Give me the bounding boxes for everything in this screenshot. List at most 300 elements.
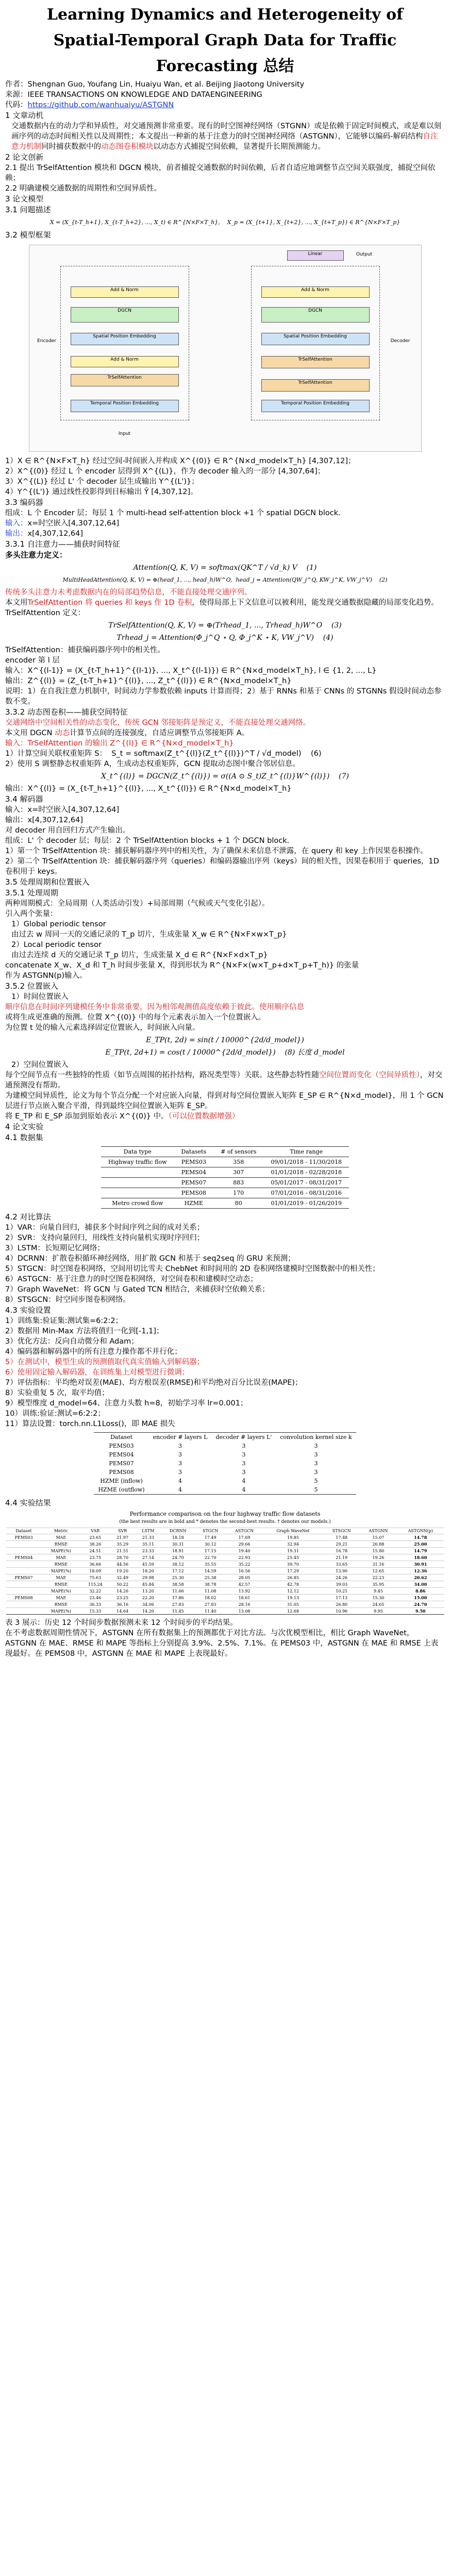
table-col-header: SVR (110, 1528, 135, 1534)
table-cell: 29.21 (324, 1541, 360, 1548)
table-cell: 17.86 (161, 1595, 195, 1601)
table-cell: 5 (314, 1486, 318, 1493)
table-cell: 23.25 (110, 1595, 135, 1601)
table-cell: 16.56 (226, 1568, 263, 1574)
list-item: 2）数据用 Min-Max 方法将值归一化到[-1,1]； (5, 1327, 164, 1335)
hyperparam-line-2: 10）训练:验证:测试=6:2:2； (5, 1410, 105, 1418)
table-cell: 170 (213, 1188, 263, 1198)
hyperparam-line-1: 9）模型维度 d_model=64、注意力头数 h=8，初始学习率 lr=0.001； (5, 1399, 248, 1408)
attention-formula: Attention(Q, K, V) = softmax(QK^T / √d_k) V (1) (133, 564, 317, 572)
dec-trselfattention-2: TrSelfAttention (261, 356, 370, 368)
decoder-output: 输出：x[4,307,12,64] (5, 816, 84, 824)
table-cell: 33.65 (324, 1561, 360, 1568)
table-cell: 8.86 (397, 1588, 444, 1595)
enc-add-norm-2: Add & Norm (71, 286, 179, 298)
table-cell: 307 (213, 1167, 263, 1178)
trselfattention-formula-4: Trhead_j = Attention(Φ_j^Q ⋆ Q, Φ_j^K ⋆ K, VW_j^V) (4) (116, 634, 334, 642)
table-cell: 24.70 (397, 1601, 444, 1608)
table-cell: 21.19 (324, 1554, 360, 1561)
section-4-heading: 4 论文实验 (5, 1122, 44, 1131)
table-cell: 3 (314, 1469, 318, 1476)
table-row (6, 1541, 444, 1548)
temporal-pe-body-2: 为位置 t 处的输入元素选择固定位置嵌入，时间嵌入向量。 (5, 1024, 200, 1032)
performance-table-header (6, 1528, 444, 1534)
table-cell: 12.36 (397, 1568, 444, 1574)
table-cell: 3 (178, 1443, 182, 1449)
table-cell: RMSE (42, 1601, 81, 1608)
table-cell: 115.24 (80, 1581, 110, 1588)
list-item: 1）训练集:验证集:测试集=6:2:2； (5, 1317, 123, 1325)
global-periodic-heading: 1）Global periodic tensor (11, 920, 106, 928)
table-row (94, 1477, 356, 1485)
table-cell: 30.91 (397, 1561, 444, 1568)
table-cell: 23.46 (80, 1595, 110, 1601)
table-cell: 11.40 (195, 1608, 226, 1615)
table-col-header: DCRNN (161, 1528, 195, 1534)
table-cell: PEMS04 (174, 1167, 214, 1178)
spatial-pe-text-1: 每个空间节点有一些独特的性质（如节点周围的拓扑结构，路况类型等）关联。这些静态特性随 (5, 1071, 319, 1079)
table-cell: MAE (42, 1574, 81, 1581)
table-cell: 27.83 (195, 1601, 226, 1608)
table-col-header: LSTM (135, 1528, 161, 1534)
trselfattention-intro (5, 598, 445, 608)
table-cell: RMSE (42, 1561, 81, 1568)
hyperparam-col-header: decoder # layers L' (215, 1434, 272, 1440)
table-cell: 29.66 (226, 1541, 263, 1548)
pipeline-step-4: 4）Y^{(L')} 通过线性投影得到目标输出 Ŷ [4,307,12]。 (5, 488, 198, 496)
table-cell: 36.66 (80, 1561, 110, 1568)
table-cell: 23.75 (80, 1554, 110, 1561)
code-label: 代码： (5, 101, 28, 109)
list-item: 4）DCRNN：扩散卷积循环神经网络，用扩散 GCN 和基于 seq2seq 的 GRU 来预测； (5, 1255, 295, 1263)
attention-limitation-note: 传统多头注意力未考虑数据内在的局部趋势信息，不能直接处理交通序列。 (5, 588, 252, 597)
list-item: 5）在测试中，模型生成的预测值取代真实值输入到解码器； (5, 1358, 205, 1366)
table-cell: 30.31 (161, 1541, 195, 1548)
table-cell: 27.14 (135, 1554, 161, 1561)
dataset-col-header: # of sensors (213, 1147, 263, 1157)
table-cell: 34.06 (135, 1601, 161, 1608)
table-cell: HZME (inflow) (100, 1478, 143, 1484)
table-cell (6, 1561, 42, 1568)
table-cell: PEMS07 (174, 1178, 214, 1188)
list-item: 7）评估指标：平均绝对误差(MAE)、均方根误差(RMSE)和平均绝对百分比误差(MAPE)； (5, 1379, 303, 1387)
pipeline-step-1: 1）X ∈ R^{N×F×T_h} 经过空间-时间嵌入并构成 X^{(0)} ∈ R^{N×d_model×T_h} [4,307,12]； (5, 457, 356, 465)
table-cell: 21.97 (110, 1534, 135, 1541)
table-cell: 17.15 (195, 1548, 226, 1554)
motivation-text-3: 同时捕获数据中的 (41, 143, 101, 151)
list-item: 8）STSGCN：时空同步图卷积网络。 (5, 1296, 130, 1304)
dec-trselfattention-1: TrSelfAttention (261, 379, 370, 392)
table-row (101, 1157, 349, 1167)
table-cell: 14.64 (110, 1608, 135, 1615)
enc-trselfattention: TrSelfAttention (71, 374, 179, 386)
dataset-table-header (101, 1147, 349, 1157)
section-4-1-heading: 4.1 数据集 (5, 1133, 43, 1142)
table-cell: 3 (314, 1460, 318, 1467)
table-cell: 883 (213, 1178, 263, 1188)
table-cell: 11.08 (195, 1588, 226, 1595)
decoder-desc-3: 1）第一个 TrSelfAttention 块：捕获解码器序列中的相关性，为了确保未来信息不泄露，在 query 和 key 上作因果卷积操作。 (5, 847, 428, 855)
table-col-header: VAR (80, 1528, 110, 1534)
table-cell: PEMS07 (109, 1460, 134, 1467)
encoder-layer-label: encoder 第 l 层 (5, 656, 60, 665)
table-cell: 35.95 (360, 1581, 397, 1588)
table-cell: PEMS08 (6, 1595, 42, 1601)
hyperparam-table (94, 1432, 356, 1495)
dataset-col-header: Time range (263, 1147, 349, 1157)
section-3-3-1-heading: 3.3.1 自注意力——捕获时间特征 (5, 539, 120, 549)
enc-add-norm-1: Add & Norm (71, 356, 179, 367)
section-4-3-heading: 4.3 实验设置 (5, 1306, 51, 1315)
model-architecture-figure (29, 245, 422, 452)
table-cell: 3 (314, 1443, 318, 1449)
trselfattention-note: TrSelfAttention：捕获编码器序列中的相关性。 (5, 646, 165, 654)
output-label: Output (356, 252, 373, 257)
table-cell: 10.96 (324, 1608, 360, 1615)
hyperparam-table-header (94, 1433, 356, 1442)
table-row (6, 1554, 444, 1561)
table-cell (101, 1178, 174, 1188)
venue-line: 来源：IEEE TRANSACTIONS ON KNOWLEDGE AND DATAENGINEERING (5, 91, 262, 99)
table-cell: 50.22 (110, 1581, 135, 1588)
table-cell: HZME (outflow) (98, 1486, 145, 1493)
dec-add-norm: Add & Norm (261, 286, 370, 298)
table-cell: 17.48 (324, 1534, 360, 1541)
table-cell (6, 1548, 42, 1554)
table-cell: 09/01/2018 - 11/30/2018 (263, 1157, 349, 1167)
table-row (6, 1568, 444, 1574)
table-cell: 32.22 (80, 1588, 110, 1595)
table-cell: 01/01/2018 - 02/28/2018 (263, 1167, 349, 1178)
dgcn-intro-text-2: 计算节点间的连接强度，自适应调整节点邻接矩阵 A。 (70, 729, 249, 737)
dgcn-formula: X_t^{(l)} = DGCN(Z_t^{(l)}) = σ((A ⊙ S_t)Z_t^{(l)}W^{(l)}) (7) (101, 772, 349, 781)
table-row (6, 1574, 444, 1581)
table-cell: 80 (213, 1198, 263, 1209)
decoder-desc-4: 2）第二个 TrSelfAttention 块：捕获解码器序列（queries）和编码器输出序列（keys）间的相关性，因果卷积用于 queries，1D 卷积用于 keys。 (5, 857, 442, 876)
temporal-pe-body: 或将生成更准确的预测。位置 X^{(0)} 中的每个元素表示加入一个位置嵌入。 (5, 1013, 266, 1022)
enc-dgcn: DGCN (71, 307, 179, 323)
input-label: Input (118, 431, 131, 436)
table-cell: 9.95 (360, 1608, 397, 1615)
table-cell: 12.65 (360, 1568, 397, 1574)
motivation-text-4: 以动态方式捕捉空间依赖，显著提升长期预测能力。 (153, 143, 325, 151)
table-cell: 25.30 (161, 1574, 195, 1581)
table-cell: 14.79 (397, 1548, 444, 1554)
section-1-heading: 1 文章动机 (5, 111, 44, 120)
table-cell: 358 (213, 1157, 263, 1167)
table-cell (101, 1188, 174, 1198)
table-row (6, 1534, 444, 1541)
hyperparam-col-header: convolution kernel size k (280, 1434, 352, 1440)
encoder-layer-input: 输入：X^{(l-1)} = (X_{t-T_h+1}^{(l-1)}, ..., X_t^{(l-1)}) ∈ R^{N×d_model×T_h}, l ∈ {1, 2, ..., L} (5, 667, 377, 675)
dgcn-step-1: 1）计算空间关联权重矩阵 S： S_t = softmax(Z_t^{(l)}(Z_t^{(l)})^T / √d_model) (6) (5, 750, 322, 758)
table-cell: 13.90 (324, 1568, 360, 1574)
table-cell (6, 1601, 42, 1608)
table-row (94, 1442, 356, 1450)
trselfattention-def: TrSelfAttention 定义： (5, 609, 85, 617)
authors-line: 作者：Shengnan Guo, Youfang Lin, Huaiyu Wan, et al. Beijing Jiaotong University (5, 80, 305, 89)
table-cell: 12.12 (262, 1588, 323, 1595)
encoder-output-line (5, 529, 445, 539)
table-cell: 25.38 (195, 1574, 226, 1581)
multihead-formula: MultiHeadAttention(Q, K, V) = ⊕(head_1, ..., head_h)W^O, head_j = Attention(QW_j^Q, KW_j^K, VW_j^V) (2) (62, 577, 388, 583)
table-cell: 38.12 (161, 1561, 195, 1568)
table-cell: 45.84 (135, 1581, 161, 1588)
highlight-self-attention: 自注意力机制 (11, 132, 438, 151)
table-row (6, 1561, 444, 1568)
list-item: 3）优化方法：反向自动微分和 Adam； (5, 1337, 139, 1346)
dec-dgcn: DGCN (261, 307, 370, 323)
table-cell: 18.60 (397, 1554, 444, 1561)
table-cell: 22.70 (195, 1554, 226, 1561)
spatial-pe-highlight: 空间位置而变化（空间异质性） (319, 1071, 420, 1079)
table-cell: 3 (314, 1451, 318, 1458)
list-item: 6）ASTGCN：基于注意力的时空图卷积网络，对空间卷积和建模时空动态； (5, 1275, 258, 1283)
table-cell: 38.78 (195, 1581, 226, 1588)
table-col-header: ASTGNN (360, 1528, 397, 1534)
table-cell: 75.63 (80, 1574, 110, 1581)
temporal-pe-red: 顺序信息在时间序列建模任务中非常重要，因为相邻观测值高度依赖于彼此。使用顺序信息 (5, 1003, 304, 1011)
concat-desc: concatenate X_w、X_d 和 T_h 时间步张量 X，得到形状为 R^{N×F×(w×T_p+d×T_p+T_h)} 的张量 (5, 961, 359, 970)
spatial-pe-body-3: 为建模空间异质性，论文为每个节点分配一个对应嵌入向量，得到对每空间位置嵌入矩阵 E_SP ∈ R^{N×d_model}，用 1 个 GCN 层进行节点嵌入聚合平滑，得到最终空间位置嵌入矩阵 E_SP。 (5, 1092, 446, 1110)
table-cell: 15.00 (397, 1595, 444, 1601)
section-3-1-heading: 3.1 问题描述 (5, 205, 51, 214)
table-cell: 5 (314, 1478, 318, 1484)
table-cell: 19.85 (262, 1534, 323, 1541)
global-periodic-desc: 由过去 w 周同一天的交通记录的 T_p 切片，生成张量 X_w ∈ R^{N×F×w×T_p} (11, 930, 287, 939)
encoder-label: Encoder (37, 338, 56, 344)
table-cell: 21.51 (110, 1548, 135, 1554)
table-cell: MAPE(%) (42, 1608, 81, 1615)
code-line (5, 100, 445, 110)
table-cell: 26.88 (360, 1541, 397, 1548)
table-cell: 28.70 (110, 1554, 135, 1561)
table-row (94, 1450, 356, 1459)
table-col-header: STGCN (195, 1528, 226, 1534)
table-cell: 22.93 (226, 1554, 263, 1561)
table-cell: PEMS07 (6, 1574, 42, 1581)
dec-temporal-pe: Temporal Position Embedding (261, 400, 370, 412)
table-cell: 25.00 (397, 1541, 444, 1548)
table-cell: 24.26 (324, 1574, 360, 1581)
spatial-pe-highlight-2: （可以位置数据增强） (168, 1112, 240, 1121)
periodicity-body: 两种周期模式：全局周期（人类活动引发）+局部周期（气候或天气变化引起）。 (5, 900, 270, 908)
table-cell: 18.91 (161, 1548, 195, 1554)
table-cell: 3 (242, 1451, 246, 1458)
local-periodic-heading: 2）Local periodic tensor (11, 941, 102, 949)
table-cell: 17.29 (262, 1568, 323, 1574)
table-cell: MAE (42, 1595, 81, 1601)
table-cell: 17.13 (324, 1595, 360, 1601)
table-cell: 16.78 (324, 1548, 360, 1554)
table-cell (6, 1588, 42, 1595)
section-3-5-heading: 3.5 处理周期和位置嵌入 (5, 877, 90, 887)
table-cell: 9.50 (397, 1608, 444, 1615)
table-cell: 17.69 (226, 1534, 263, 1541)
table-cell: 22.23 (360, 1574, 397, 1581)
hyperparam-line-3: 11）算法设置：torch.nn.L1Loss()，即 MAE 损失 (5, 1420, 175, 1428)
table-cell: 3 (242, 1460, 246, 1467)
table-cell: 18.18 (161, 1534, 195, 1541)
table-cell: PEMS03 (174, 1157, 214, 1167)
list-item: 6）使用固定输入解码器，在训练集上对模型进行微调； (5, 1368, 190, 1377)
hyperparam-col-header: encoder # layers L (153, 1434, 208, 1440)
table-cell: 19.40 (226, 1548, 263, 1554)
tr-intro-text-2: ，使得局部上下文信息可以被利用，能发现交通数据隐藏的局部变化趋势。 (192, 599, 439, 607)
table-cell: 07/01/2016 - 08/31/2016 (263, 1188, 349, 1198)
table-cell: PEMS03 (109, 1443, 134, 1449)
table-cell: 42.78 (262, 1581, 323, 1588)
motivation-text-2: 本文提出一种新的基于注意力的时空图神经网络（ASTGNN），它能够以编码-解码结构 (138, 132, 423, 141)
table-cell: 18.02 (195, 1595, 226, 1601)
table-cell: 41.59 (135, 1561, 161, 1568)
table-cell: 13.08 (226, 1608, 263, 1615)
table-cell: 05/01/2017 - 08/31/2017 (263, 1178, 349, 1188)
table-cell: 11.45 (161, 1608, 195, 1615)
motivation-text-1: 交通数据内在的动力学和异质性，对交通预测非常重要。现有的时空图神经网络（STGNN）或是依赖于固定时间模式，或是难以刻画序列的动态时间相关性以及周期性； (11, 122, 441, 141)
concat-desc-2: 作为 ASTGNN(p)输入。 (5, 972, 87, 980)
table-col-header: Metric (42, 1528, 81, 1534)
table-cell: 36.16 (110, 1601, 135, 1608)
results-paragraph-2: 在不考虑数据周期性情况下，ASTGNN 在所有数据集上的预测都优于对比方法。与次优模型相比，相比 Graph WaveNet，ASTGNN 在 MAE、RMSE 和 MAPE 等指标上分别提高 3.9%、2.5%、7.1%。在 PEMS03 中，ASTGNN 在 MAE 和 RMSE 上表现最好。在 PEMS08 中，ASTGNN 在 MAE 和 MAPE 上表现最好。 (5, 1629, 439, 1658)
table-cell: 24.70 (161, 1554, 195, 1561)
list-item: 3）LSTM：长短期记忆网络； (5, 1244, 105, 1252)
table-cell: 32.49 (110, 1574, 135, 1581)
table-cell: 3 (242, 1443, 246, 1449)
table-cell: 20.62 (397, 1574, 444, 1581)
dgcn-output: 输出：X^{(l)} = (X_{t-T_h+1}^{(l)}, ..., X_t^{(l)}) ∈ R^{N×d_model×T_h} (5, 785, 292, 793)
table-row (94, 1459, 356, 1468)
table-cell: 34.00 (397, 1581, 444, 1588)
table-cell: 14.26 (110, 1588, 135, 1595)
table-cell: 19.13 (262, 1595, 323, 1601)
dgcn-intro (5, 728, 445, 738)
dgcn-input: 输入：TrSelfAttention 的输出 Z^{(l)} ∈ R^{N×d_model×T_h} (5, 739, 234, 748)
table-cell: PEMS03 (6, 1534, 42, 1541)
table-cell: 15.07 (360, 1534, 397, 1541)
settings-list (5, 1316, 445, 1398)
table-cell: 9.45 (360, 1588, 397, 1595)
section-4-2-heading: 4.2 对比算法 (5, 1212, 51, 1222)
section-2-heading: 2 论文创新 (5, 152, 44, 162)
table-cell: 4 (178, 1486, 182, 1493)
motivation-paragraph (5, 121, 445, 152)
table-col-header: ASTGCN (226, 1528, 263, 1534)
table-cell: MAPE(%) (42, 1588, 81, 1595)
section-3-4-heading: 3.4 解码器 (5, 794, 43, 804)
table-cell: 4 (242, 1486, 246, 1493)
page-title: Learning Dynamics and Heterogeneity of Spatial-Temporal Graph Data for Traffic Forecasting 总结 (46, 6, 404, 75)
table-cell: 15.33 (80, 1608, 110, 1615)
dgcn-intro-text-1: 本文用 DGCN (5, 729, 55, 737)
dataset-col-header: Datasets (174, 1147, 214, 1157)
table-row (6, 1581, 444, 1588)
encoder-output-label: 输出： (5, 530, 28, 538)
highlight-dgcn: 动态图卷积模块 (101, 143, 154, 151)
table-cell: 23.65 (80, 1534, 110, 1541)
baselines-list (5, 1223, 445, 1305)
table-cell: 11.66 (161, 1588, 195, 1595)
encoder-layer-explanation: 说明：1）在自我注意力机制中，时间动力学参数依赖 inputs 计算而得；2）基于 RNNs 和基于 CNNs 的 STGNNs 假设时间动态参数不变。 (5, 687, 442, 706)
table-cell: 29.98 (135, 1574, 161, 1581)
list-item: 5）STGCN：时空图卷积网络，空间用切比雪夫 ChebNet 和时间用的 2D 卷积网络建模时空图数据中的相关性； (5, 1265, 380, 1273)
section-3-3-2-heading: 3.3.2 动态图卷积——捕获空间特征 (5, 707, 128, 717)
encoder-output-value: x[4,307,12,64] (27, 530, 84, 538)
table-cell: PEMS08 (109, 1469, 134, 1476)
table-cell: 14.59 (195, 1568, 226, 1574)
section-3-5-1-heading: 3.5.1 处理周期 (5, 888, 58, 897)
table-cell: RMSE (42, 1581, 81, 1588)
table-row (6, 1548, 444, 1554)
innovation-2: 2.2 明确建模交通数据的周期性和空间异质性。 (5, 184, 162, 193)
spatial-pe-heading: 2）空间位置嵌入 (11, 1061, 69, 1069)
enc-spatial-pe: Spatial Position Embedding (71, 333, 179, 345)
periodicity-intro: 引入两个张量： (5, 910, 58, 918)
table-cell: 23.33 (135, 1548, 161, 1554)
tr-intro-text-1: 本文用 (5, 599, 28, 607)
list-item: 7）Graph WaveNet：将 GCN 与 Gated TCN 相结合，来捕获时空依赖关系； (5, 1285, 270, 1294)
table-cell: PEMS04 (6, 1554, 42, 1561)
code-link[interactable]: https://github.com/wanhuaiyu/ASTGNN (27, 101, 174, 109)
table-cell: 39.03 (324, 1581, 360, 1588)
table-row (6, 1608, 444, 1615)
table-cell: 18.61 (226, 1595, 263, 1601)
table-cell: RMSE (42, 1541, 81, 1548)
table-cell: 32.94 (262, 1541, 323, 1548)
table-cell: 15.80 (360, 1548, 397, 1554)
section-3-3-heading: 3.3 编码器 (5, 498, 43, 507)
dataset-table (101, 1146, 349, 1209)
temporal-pe-heading: 1）时间位置嵌入 (11, 993, 69, 1001)
dgcn-step-2: 2）使用 S 调整静态权重矩阵 A，生成动态权重矩阵，GCN 提取动态图中聚合邻居信息。 (5, 760, 300, 768)
table-cell: 18.09 (80, 1568, 110, 1574)
table-cell: Metro crowd flow (101, 1198, 174, 1209)
table-cell: 44.56 (110, 1561, 135, 1568)
table-cell: 31.16 (360, 1561, 397, 1568)
encoder-layer-output: 输出：Z^{(l)} = (Z_{t-T_h+1}^{(l)}, ..., Z_t^{(l)}) ∈ R^{N×d_model×T_h} (5, 677, 292, 685)
dataset-col-header: Data type (101, 1147, 174, 1157)
section-3-5-2-heading: 3.5.2 位置嵌入 (5, 981, 58, 991)
pipeline-step-3: 3）X^{(L)} 经过 L' 个 decoder 层生成输出 Y^{(L')}； (5, 478, 199, 486)
table-cell: PEMS04 (109, 1451, 134, 1458)
table-row (6, 1595, 444, 1601)
table-cell: 12.68 (262, 1608, 323, 1615)
pe-cos-formula: E_TP(t, 2d+1) = cos(t / 10000^{2d/d_model}) (8) 长度 d_model (105, 1048, 345, 1057)
table-cell: 28.05 (226, 1574, 263, 1581)
table-cell: 35.22 (226, 1561, 263, 1568)
table-cell: 25.45 (262, 1554, 323, 1561)
dgcn-intro-highlight: 动态 (55, 729, 70, 737)
local-periodic-desc: 由过去连续 d 天的交通记录 T_p 切片，生成张量 X_d ∈ R^{N×F×d×T_p} (11, 951, 268, 959)
section-3-heading: 3 论文模型 (5, 194, 44, 204)
problem-formula: X = (X_{t-T_h+1}, X_{t-T_h+2}, ..., X_t) ∈ R^{N×F×T_h}, X_p = (X_{t+1}, X_{t+2}, ..., X_{t+T_p}) ∈ R^{N×F×T_p} (49, 219, 401, 226)
table-cell (101, 1167, 174, 1178)
table-cell: 26.85 (262, 1574, 323, 1581)
table-row (101, 1178, 349, 1188)
table-cell: 3 (178, 1469, 182, 1476)
table-cell (6, 1541, 42, 1548)
table-col-header: ASTGNN(p) (397, 1528, 444, 1534)
table-cell: 27.83 (161, 1601, 195, 1608)
table-col-header: Graph WaveNet (262, 1528, 323, 1534)
table-cell: 38.58 (161, 1581, 195, 1588)
results-paragraph-1: 表 3 展示：历史 12 个时间步数据预测未来 12 个时间步的平均结果。 (5, 1619, 238, 1627)
table-row (6, 1601, 444, 1608)
encoder-desc: 组成：L 个 Encoder 层；每层 1 个 multi-head self-attention block +1 个 spatial DGCN block. (5, 509, 341, 517)
table-cell: 38.26 (80, 1541, 110, 1548)
spatial-pe-text-2: ，对交通预测没有帮助。 (5, 1071, 443, 1090)
table-cell: 30.12 (195, 1541, 226, 1548)
